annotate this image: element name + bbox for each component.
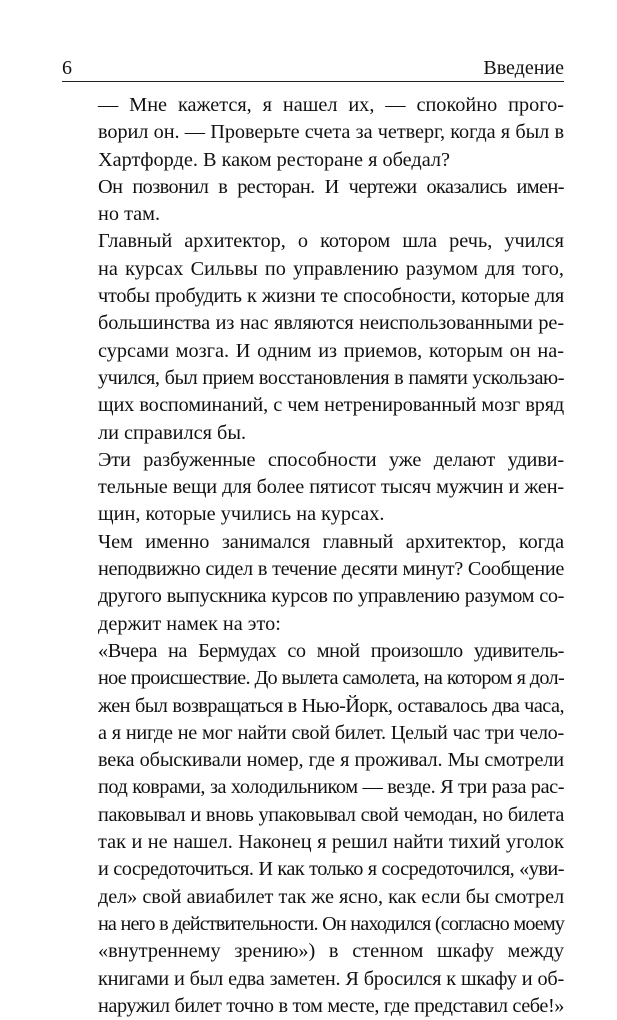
paragraph	[62, 529, 564, 638]
text-line: и сосредоточиться. И как только я сосредоточился, «уви-	[98, 858, 564, 881]
text-line: века обыскивали номер, где я проживал. Мы смотрели	[98, 749, 564, 772]
text-line: ное происшествие. До вылета самолета, на котором я дол-	[98, 667, 564, 690]
paragraph	[62, 174, 564, 229]
text-line: паковывал и вновь упаковывал свой чемодан, но билета	[98, 803, 564, 826]
body-text	[62, 92, 564, 1020]
text-line: ли справился бы.	[98, 421, 247, 444]
text-line: — Мне кажется, я нашел их, — спокойно прого-	[98, 94, 564, 116]
text-line: «внутреннему зрению») в стенном шкафу между	[98, 940, 564, 963]
paragraph	[62, 92, 564, 174]
text-line: Главный архитектор, о котором шла речь, учился	[98, 230, 564, 253]
text-line: а я нигде не мог найти свой билет. Целый час три чело-	[98, 721, 564, 744]
text-line: чтобы пробудить к жизни те способности, которые для	[98, 285, 564, 308]
text-line: под коврами, за холодильником — везде. Я три раза рас-	[98, 776, 564, 799]
text-line: ворил он. — Проверьте счета за четверг, когда я был в	[98, 121, 564, 144]
text-line: на него в действительности. Он находился (согласно моему	[98, 912, 564, 935]
text-line: сурсами мозга. И одним из приемов, которым он на-	[98, 339, 564, 362]
text-line: на курсах Сильвы по управлению разумом для того,	[98, 257, 564, 280]
paragraph	[62, 447, 564, 529]
text-line: щих воспоминаний, с чем нетренированный мозг вряд	[98, 394, 564, 417]
text-line: большинства из нас являются неиспользованными ре-	[98, 312, 564, 335]
text-line: «Вчера на Бермудах со мной произошло удивитель-	[98, 639, 564, 662]
text-line: Эти разбуженные способности уже делают удиви-	[98, 448, 564, 471]
text-line: но там.	[98, 203, 161, 226]
paragraph	[62, 638, 564, 1020]
running-title: Введение	[483, 57, 564, 79]
text-line: другого выпускника курсов по управлению разумом со-	[98, 585, 564, 608]
text-line: наружил билет точно в том месте, где представил себе!»	[98, 994, 564, 1017]
text-line: жен был возвращаться в Нью-Йорк, оставалось два часа,	[98, 694, 564, 717]
page-header	[62, 55, 564, 82]
text-line: так и не нашел. Наконец я решил найти тихий уголок	[98, 831, 564, 854]
text-line: Чем именно занимался главный архитектор, когда	[98, 530, 564, 553]
page-number: 6	[62, 57, 72, 79]
text-line: неподвижно сидел в течение десяти минут? Сообщение	[98, 558, 564, 581]
text-line: учился, был прием восстановления в памяти ускользаю-	[98, 366, 564, 389]
text-line: держит намек на это:	[98, 612, 281, 635]
text-line: Он позвонил в ресторан. И чертежи оказались имен-	[98, 175, 564, 198]
text-line: книгами и был едва заметен. Я бросился к шкафу и об-	[98, 967, 564, 990]
text-line: дел» свой авиабилет так же ясно, как если бы смотрел	[98, 885, 564, 908]
text-line: тельные вещи для более пятисот тысяч мужчин и жен-	[98, 476, 564, 499]
text-line: щин, которые учились на курсах.	[98, 503, 385, 526]
text-line: Хартфорде. В каком ресторане я обедал?	[98, 148, 451, 171]
paragraph	[62, 228, 564, 446]
